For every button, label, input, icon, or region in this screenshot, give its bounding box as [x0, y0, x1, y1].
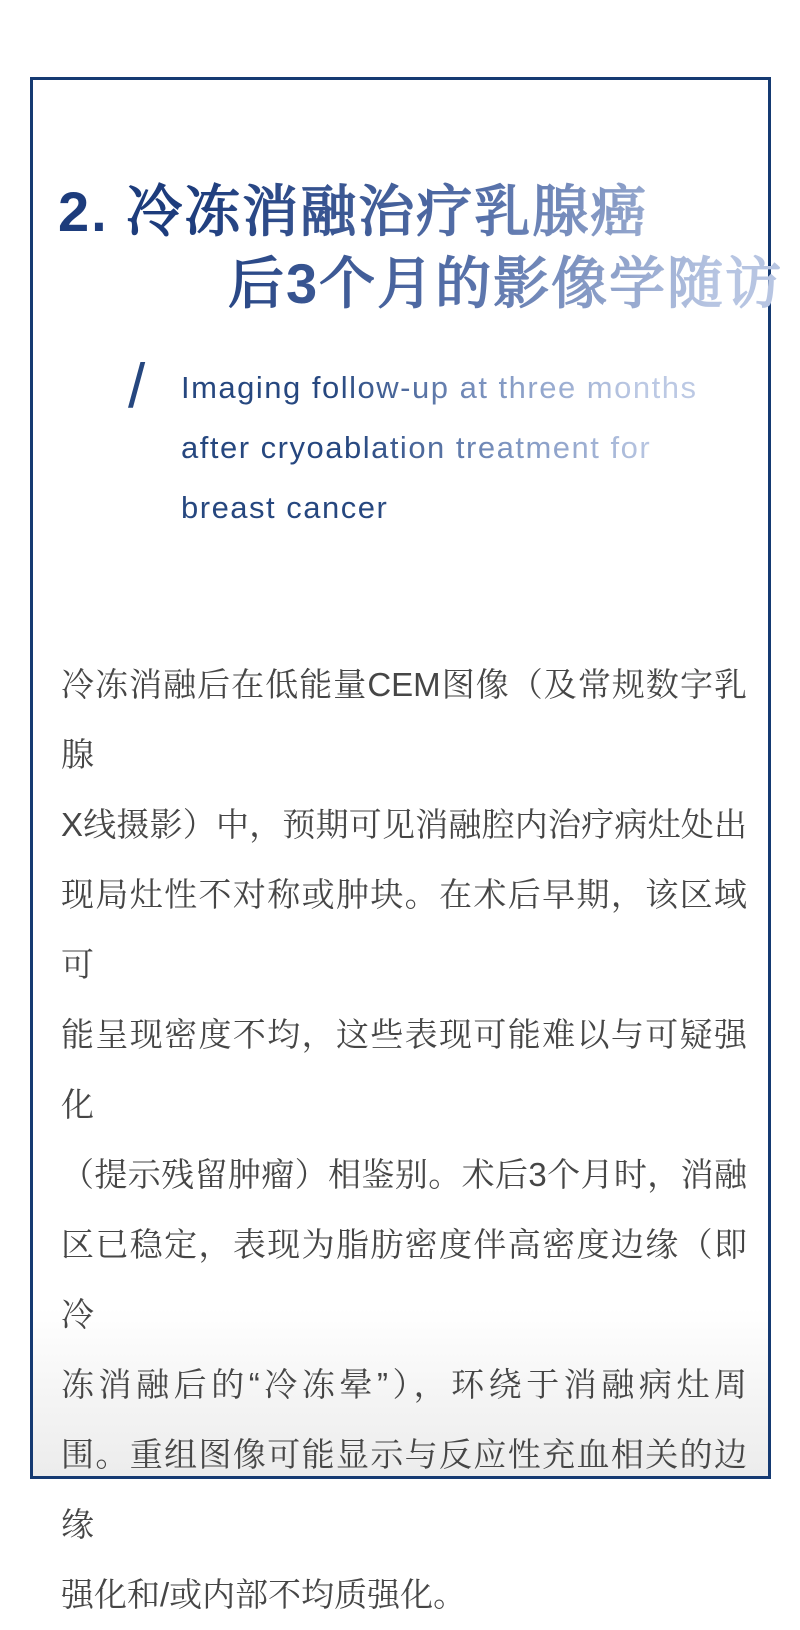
content-frame: [30, 77, 784, 1613]
english-subtitle-line-3: breast cancer: [181, 490, 389, 525]
section-title: [58, 176, 783, 320]
body-paragraph: [61, 650, 747, 1630]
section-title-line-1: 2. 冷冻消融治疗乳腺癌: [58, 180, 649, 243]
english-subtitle-line-1: Imaging follow-up at three months: [181, 370, 698, 405]
slash-decoration-icon: /: [128, 352, 146, 421]
body-line: 区已稳定，表现为脂肪密度伴高密度边缘（即冷: [61, 1226, 747, 1333]
english-subtitle-line-2: after cryoablation treatment for: [181, 430, 652, 465]
body-line: 围。重组图像可能显示与反应性充血相关的边缘: [61, 1436, 747, 1543]
english-subtitle: [181, 358, 697, 538]
body-line: 强化和/或内部不均质强化。: [61, 1576, 467, 1613]
body-line: 冻消融后的“冷冻晕”），环绕于消融病灶周: [61, 1366, 747, 1403]
section-title-line-2: 后3个月的影像学随访: [228, 252, 784, 315]
body-line: 能呈现密度不均，这些表现可能难以与可疑强化: [61, 1016, 747, 1123]
body-line: （提示残留肿瘤）相鉴别。术后3个月时，消融: [61, 1156, 747, 1193]
body-line: 现局灶性不对称或肿块。在术后早期，该区域可: [61, 876, 747, 983]
body-line: 冷冻消融后在低能量CEM图像（及常规数字乳腺: [61, 666, 747, 773]
body-line: X线摄影）中，预期可见消融腔内治疗病灶处出: [61, 806, 747, 843]
